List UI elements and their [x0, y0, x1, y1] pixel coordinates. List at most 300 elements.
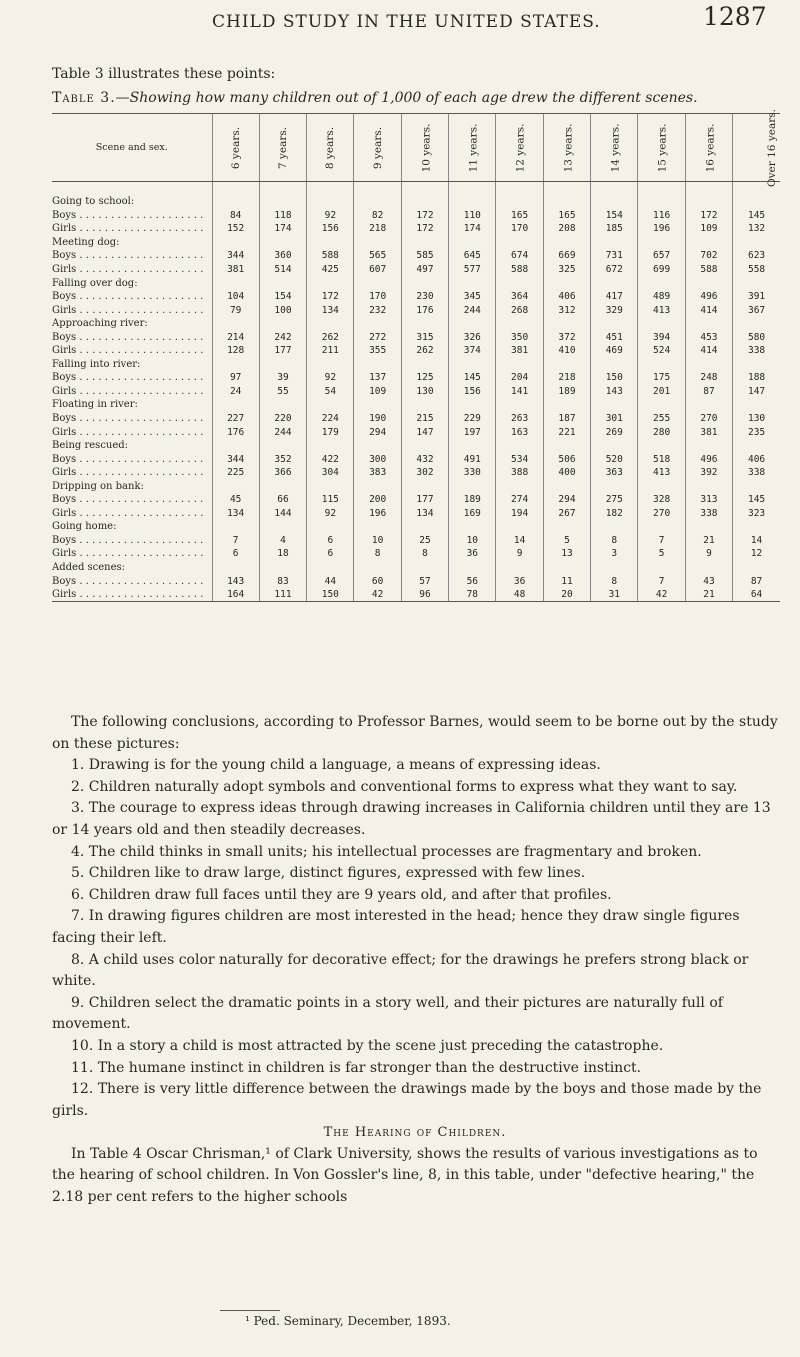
- table-cell: 388: [496, 466, 543, 480]
- table-cell: 177: [259, 344, 306, 358]
- conclusion-item: 11. The humane instinct in children is far stronger than the destructive instinct.: [71, 1059, 642, 1076]
- table-cell: 169: [449, 507, 496, 521]
- leader-dots: . . . . . . . . . . . . . . . . . . . .: [76, 589, 204, 601]
- table-cell: 190: [354, 412, 401, 426]
- leader-dots: . . . . . . . . . . . . . . . . . . . .: [76, 385, 204, 397]
- table-row: [52, 493, 780, 507]
- table-cell: 92: [307, 507, 354, 521]
- table-cell: 214: [212, 330, 259, 344]
- table-row: [52, 222, 780, 236]
- table-cell: 109: [354, 385, 401, 399]
- sex-label: [52, 507, 212, 521]
- table-cell: 8: [591, 574, 638, 588]
- table-cell: 175: [638, 371, 685, 385]
- table-cell: 731: [591, 249, 638, 263]
- table-row: [52, 534, 780, 548]
- table-cell: 270: [685, 412, 732, 426]
- conclusion-item: 1. Drawing is for the young child a language, a means of expressing ideas.: [71, 757, 601, 774]
- table-cell: 156: [449, 385, 496, 399]
- scene-row: [52, 236, 780, 250]
- table-cell: 39: [259, 371, 306, 385]
- table-cell: 176: [212, 425, 259, 439]
- table-cell: 221: [543, 425, 590, 439]
- table-cell: 230: [401, 290, 448, 304]
- section-heading: [52, 1122, 778, 1144]
- table-cell: 179: [307, 425, 354, 439]
- table-cell: 280: [638, 425, 685, 439]
- table-cell: 244: [259, 425, 306, 439]
- caption-text: —Showing how many children out of 1,000 of each age drew the different scenes.: [115, 90, 698, 106]
- table-cell: 338: [733, 466, 780, 480]
- table-body: [52, 182, 780, 602]
- table-cell: 224: [307, 412, 354, 426]
- table-cell: 147: [733, 385, 780, 399]
- table-cell: 422: [307, 452, 354, 466]
- scene-label: Meeting dog:: [52, 236, 120, 248]
- table-cell: 406: [733, 452, 780, 466]
- table-cell: 79: [212, 303, 259, 317]
- scene-label: Going to school:: [52, 196, 135, 208]
- table-cell: 496: [685, 452, 732, 466]
- table-cell: 6: [307, 547, 354, 561]
- table-cell: 172: [685, 209, 732, 223]
- table-cell: 170: [496, 222, 543, 236]
- table-cell: 9: [496, 547, 543, 561]
- sex-label: [52, 452, 212, 466]
- table-cell: 607: [354, 263, 401, 277]
- sex-label-text: Boys: [52, 534, 77, 546]
- sex-label-text: Girls: [52, 426, 77, 438]
- table-cell: 414: [685, 344, 732, 358]
- table-cell: 64: [733, 588, 780, 602]
- age-column-header: [543, 114, 590, 182]
- table-cell: 497: [401, 263, 448, 277]
- table-row: [52, 507, 780, 521]
- table-cell: 496: [685, 290, 732, 304]
- sex-label-text: Boys: [52, 372, 77, 384]
- table-cell: 218: [354, 222, 401, 236]
- sex-label: [52, 466, 212, 480]
- table-cell: 44: [307, 574, 354, 588]
- table-cell: 325: [543, 263, 590, 277]
- table-cell: 248: [685, 371, 732, 385]
- table-cell: 110: [449, 209, 496, 223]
- table-cell: 176: [401, 303, 448, 317]
- table-cell: 10: [449, 534, 496, 548]
- table-cell: 115: [307, 493, 354, 507]
- sex-label-text: Girls: [52, 304, 77, 316]
- table-cell: 143: [212, 574, 259, 588]
- table-row: [52, 588, 780, 602]
- sex-label-text: Boys: [52, 413, 77, 425]
- table-cell: 514: [259, 263, 306, 277]
- table-cell: 201: [638, 385, 685, 399]
- age-column-header: [259, 114, 306, 182]
- table-cell: 82: [354, 209, 401, 223]
- table-cell: 3: [591, 547, 638, 561]
- conclusion-item: 3. The courage to express ideas through drawing increases in California children until they are 13 or 14 years old and then steadily decreases.: [52, 800, 771, 838]
- table-cell: 111: [259, 588, 306, 602]
- table-header-row: [52, 114, 780, 182]
- table-cell: 177: [401, 493, 448, 507]
- table-cell: 164: [212, 588, 259, 602]
- table-cell: 5: [543, 534, 590, 548]
- table-cell: 374: [449, 344, 496, 358]
- sex-label: [52, 493, 212, 507]
- table-cell: 229: [449, 412, 496, 426]
- table-cell: 150: [307, 588, 354, 602]
- table-cell: 272: [354, 330, 401, 344]
- table-cell: 669: [543, 249, 590, 263]
- table-cell: 156: [307, 222, 354, 236]
- age-column-header: [733, 108, 780, 187]
- conclusions-list: [52, 755, 778, 1122]
- table-cell: 220: [259, 412, 306, 426]
- table-cell: 524: [638, 344, 685, 358]
- table-cell: 381: [685, 425, 732, 439]
- table-cell: 355: [354, 344, 401, 358]
- table-cell: 152: [212, 222, 259, 236]
- age-header-label: 15 years.: [656, 123, 669, 172]
- table-cell: 109: [685, 222, 732, 236]
- table-cell: 170: [354, 290, 401, 304]
- hearing-paragraph: In Table 4 Oscar Chrisman,¹ of Clark University, shows the results of various investigations as to the hearing of school children. In Von Gossler's line, 8, in this table, under "defective hearing," the 2.18 per cent refers to the higher schools: [52, 1145, 758, 1206]
- sex-label: [52, 425, 212, 439]
- table-cell: 489: [638, 290, 685, 304]
- table-cell: 345: [449, 290, 496, 304]
- leader-dots: . . . . . . . . . . . . . . . . . . . .: [76, 548, 204, 560]
- sex-label: [52, 547, 212, 561]
- age-column-header: [212, 114, 259, 182]
- scene-label: Falling over dog:: [52, 277, 138, 289]
- table-cell: 92: [307, 209, 354, 223]
- sex-label: [52, 290, 212, 304]
- leader-dots: . . . . . . . . . . . . . . . . . . . .: [76, 304, 204, 316]
- footnote: ¹ Ped. Seminary, December, 1893.: [245, 1314, 451, 1328]
- sex-label-text: Boys: [52, 453, 77, 465]
- table-cell: 141: [496, 385, 543, 399]
- table-row: [52, 452, 780, 466]
- table-cell: 57: [401, 574, 448, 588]
- caption-label: Table 3.: [52, 90, 116, 106]
- table-cell: 218: [543, 371, 590, 385]
- age-column-header: [354, 114, 401, 182]
- table-row: [52, 425, 780, 439]
- table-cell: 174: [449, 222, 496, 236]
- table-cell: 623: [733, 249, 780, 263]
- table-cell: 672: [591, 263, 638, 277]
- age-header-label: 14 years.: [609, 123, 622, 172]
- age-header-label: 6 years.: [229, 126, 242, 169]
- table-cell: 130: [401, 385, 448, 399]
- age-header-label: 7 years.: [276, 126, 289, 169]
- scene-row: [52, 561, 780, 575]
- scene-row: [52, 358, 780, 372]
- table-cell: 294: [354, 425, 401, 439]
- table-cell: 143: [591, 385, 638, 399]
- running-title: CHILD STUDY IN THE UNITED STATES.: [212, 12, 601, 32]
- table-cell: 413: [638, 466, 685, 480]
- table-cell: 413: [638, 303, 685, 317]
- table-cell: 268: [496, 303, 543, 317]
- scene-row: [52, 439, 780, 453]
- table-cell: 116: [638, 209, 685, 223]
- table-cell: 263: [496, 412, 543, 426]
- table-cell: 367: [733, 303, 780, 317]
- table-row: [52, 547, 780, 561]
- age-column-header: [496, 114, 543, 182]
- drawing-scenes-table: [52, 108, 780, 602]
- table-cell: 262: [401, 344, 448, 358]
- scene-column-header: Scene and sex.: [52, 114, 212, 182]
- table-cell: 84: [212, 209, 259, 223]
- sex-label: [52, 249, 212, 263]
- table-cell: 588: [496, 263, 543, 277]
- table-cell: 145: [733, 209, 780, 223]
- table-row: [52, 574, 780, 588]
- table-cell: 21: [685, 534, 732, 548]
- table-cell: 363: [591, 466, 638, 480]
- age-header-label: 11 years.: [467, 123, 480, 172]
- leader-dots: . . . . . . . . . . . . . . . . . . . .: [76, 467, 204, 479]
- spacer-row: [52, 182, 780, 196]
- age-column-header: [591, 114, 638, 182]
- table-cell: 383: [354, 466, 401, 480]
- table-cell: 8: [354, 547, 401, 561]
- table-cell: 18: [259, 547, 306, 561]
- table-cell: 60: [354, 574, 401, 588]
- table-cell: 100: [259, 303, 306, 317]
- leader-dots: . . . . . . . . . . . . . . . . . . . .: [76, 250, 204, 262]
- table-row: [52, 412, 780, 426]
- leader-dots: . . . . . . . . . . . . . . . . . . . .: [76, 345, 204, 357]
- sex-label: [52, 222, 212, 236]
- table-cell: 174: [259, 222, 306, 236]
- table-cell: 7: [638, 534, 685, 548]
- table-cell: 232: [354, 303, 401, 317]
- table-cell: 274: [496, 493, 543, 507]
- table-row: [52, 371, 780, 385]
- table-cell: 36: [449, 547, 496, 561]
- table-cell: 96: [401, 588, 448, 602]
- sex-label-text: Girls: [52, 548, 77, 560]
- table-cell: 9: [685, 547, 732, 561]
- table-cell: 372: [543, 330, 590, 344]
- table-cell: 188: [733, 371, 780, 385]
- leader-dots: . . . . . . . . . . . . . . . . . . . .: [76, 507, 204, 519]
- conclusion-item: 12. There is very little difference between the drawings made by the boys and those made by the girls.: [52, 1081, 762, 1119]
- table-cell: 154: [591, 209, 638, 223]
- table-cell: 172: [401, 209, 448, 223]
- sex-label: [52, 209, 212, 223]
- table-cell: 244: [449, 303, 496, 317]
- leader-dots: . . . . . . . . . . . . . . . . . . . .: [76, 453, 204, 465]
- scene-label: Added scenes:: [52, 562, 126, 574]
- table-cell: 469: [591, 344, 638, 358]
- table-cell: 520: [591, 452, 638, 466]
- table-cell: 344: [212, 249, 259, 263]
- sex-label: [52, 263, 212, 277]
- sex-label-text: Boys: [52, 331, 77, 343]
- table-cell: 45: [212, 493, 259, 507]
- scene-label: Dripping on bank:: [52, 480, 144, 492]
- table-cell: 6: [307, 534, 354, 548]
- table-cell: 645: [449, 249, 496, 263]
- table-cell: 14: [733, 534, 780, 548]
- table-cell: 381: [212, 263, 259, 277]
- age-column-header: [449, 114, 496, 182]
- table-cell: 11: [543, 574, 590, 588]
- table-cell: 350: [496, 330, 543, 344]
- table-cell: 182: [591, 507, 638, 521]
- table-row: [52, 290, 780, 304]
- age-header-label: 9 years.: [371, 126, 384, 169]
- table-cell: 406: [543, 290, 590, 304]
- conclusion-item: 5. Children like to draw large, distinct figures, expressed with few lines.: [71, 865, 586, 882]
- table-cell: 7: [638, 574, 685, 588]
- table-cell: 392: [685, 466, 732, 480]
- table-cell: 150: [591, 371, 638, 385]
- table-cell: 301: [591, 412, 638, 426]
- table-cell: 577: [449, 263, 496, 277]
- table-cell: 43: [685, 574, 732, 588]
- intro-text: Table 3 illustrates these points:: [52, 66, 276, 82]
- table-cell: 197: [449, 425, 496, 439]
- table-cell: 200: [354, 493, 401, 507]
- table-cell: 391: [733, 290, 780, 304]
- sex-label: [52, 385, 212, 399]
- table-cell: 329: [591, 303, 638, 317]
- leader-dots: . . . . . . . . . . . . . . . . . . . .: [76, 575, 204, 587]
- table-cell: 360: [259, 249, 306, 263]
- table-cell: 92: [307, 371, 354, 385]
- age-header-label: 13 years.: [562, 123, 575, 172]
- table-cell: 270: [638, 507, 685, 521]
- table-cell: 125: [401, 371, 448, 385]
- table-cell: 330: [449, 466, 496, 480]
- table-cell: 54: [307, 385, 354, 399]
- table-cell: 5: [638, 547, 685, 561]
- conclusion-item: 2. Children naturally adopt symbols and conventional forms to express what they want to say.: [71, 778, 738, 795]
- table-cell: 328: [638, 493, 685, 507]
- leader-dots: . . . . . . . . . . . . . . . . . . . .: [76, 413, 204, 425]
- sex-label-text: Boys: [52, 291, 77, 303]
- table-cell: 87: [733, 574, 780, 588]
- sex-label-text: Girls: [52, 589, 77, 601]
- scene-row: [52, 398, 780, 412]
- sex-label-text: Boys: [52, 209, 77, 221]
- sex-label-text: Girls: [52, 507, 77, 519]
- table-cell: 215: [401, 412, 448, 426]
- sex-label: [52, 412, 212, 426]
- conclusion-item: 7. In drawing figures children are most interested in the head; hence they draw single figures facing their left.: [52, 908, 740, 946]
- table-cell: 394: [638, 330, 685, 344]
- scene-row: [52, 520, 780, 534]
- table-cell: 55: [259, 385, 306, 399]
- sex-label: [52, 330, 212, 344]
- leader-dots: . . . . . . . . . . . . . . . . . . . .: [76, 494, 204, 506]
- table-cell: 25: [401, 534, 448, 548]
- conclusion-item: 9. Children select the dramatic points in a story well, and their pictures are naturally full of movement.: [52, 994, 723, 1033]
- table-cell: 323: [733, 507, 780, 521]
- table-row: [52, 466, 780, 480]
- scene-label: Floating in river:: [52, 399, 138, 411]
- table-cell: 42: [354, 588, 401, 602]
- table-cell: 87: [685, 385, 732, 399]
- sex-label-text: Boys: [52, 575, 77, 587]
- leader-dots: . . . . . . . . . . . . . . . . . . . .: [76, 426, 204, 438]
- table-cell: 48: [496, 588, 543, 602]
- table-cell: 588: [307, 249, 354, 263]
- table-cell: 267: [543, 507, 590, 521]
- table-caption: [52, 90, 698, 106]
- table-cell: 558: [733, 263, 780, 277]
- table-cell: 506: [543, 452, 590, 466]
- table-cell: 366: [259, 466, 306, 480]
- conclusion-item: 10. In a story a child is most attracted by the scene just preceding the catastrophe.: [71, 1037, 664, 1054]
- table-cell: 302: [401, 466, 448, 480]
- table-cell: 20: [543, 588, 590, 602]
- scene-row: [52, 317, 780, 331]
- table-cell: 194: [496, 507, 543, 521]
- table-cell: 225: [212, 466, 259, 480]
- table-cell: 338: [685, 507, 732, 521]
- table-cell: 42: [638, 588, 685, 602]
- table-cell: 147: [401, 425, 448, 439]
- conclusions-text: [52, 712, 778, 1209]
- table-cell: 78: [449, 588, 496, 602]
- table-row: [52, 303, 780, 317]
- sex-label-text: Girls: [52, 467, 77, 479]
- table-cell: 36: [496, 574, 543, 588]
- table-cell: 410: [543, 344, 590, 358]
- leader-dots: . . . . . . . . . . . . . . . . . . . .: [76, 291, 204, 303]
- table-row: [52, 209, 780, 223]
- leader-dots: . . . . . . . . . . . . . . . . . . . .: [76, 534, 204, 546]
- table-cell: 66: [259, 493, 306, 507]
- table-cell: 97: [212, 371, 259, 385]
- leader-dots: . . . . . . . . . . . . . . . . . . . .: [76, 264, 204, 275]
- page-number: 1287: [703, 2, 767, 31]
- sex-label-text: Girls: [52, 264, 77, 275]
- table-row: [52, 330, 780, 344]
- age-header-label: 8 years.: [324, 126, 337, 169]
- table-cell: 187: [543, 412, 590, 426]
- conclusion-item: 8. A child uses color naturally for decorative effect; for the drawings he prefers strong black or white.: [52, 951, 749, 990]
- table-cell: 83: [259, 574, 306, 588]
- table-cell: 21: [685, 588, 732, 602]
- table-cell: 580: [733, 330, 780, 344]
- leader-dots: . . . . . . . . . . . . . . . . . . . .: [76, 331, 204, 343]
- table-cell: 7: [212, 534, 259, 548]
- leader-dots: . . . . . . . . . . . . . . . . . . . .: [76, 372, 204, 384]
- table-cell: 326: [449, 330, 496, 344]
- sex-label: [52, 588, 212, 602]
- age-header-label: 12 years.: [514, 123, 527, 172]
- table-cell: 12: [733, 547, 780, 561]
- table-cell: 13: [543, 547, 590, 561]
- sex-label: [52, 574, 212, 588]
- sex-label-text: Boys: [52, 250, 77, 262]
- table-cell: 304: [307, 466, 354, 480]
- table-cell: 189: [449, 493, 496, 507]
- table-cell: 315: [401, 330, 448, 344]
- table-cell: 31: [591, 588, 638, 602]
- scene-row: [52, 479, 780, 493]
- table-cell: 588: [685, 263, 732, 277]
- table-cell: 699: [638, 263, 685, 277]
- table-cell: 313: [685, 493, 732, 507]
